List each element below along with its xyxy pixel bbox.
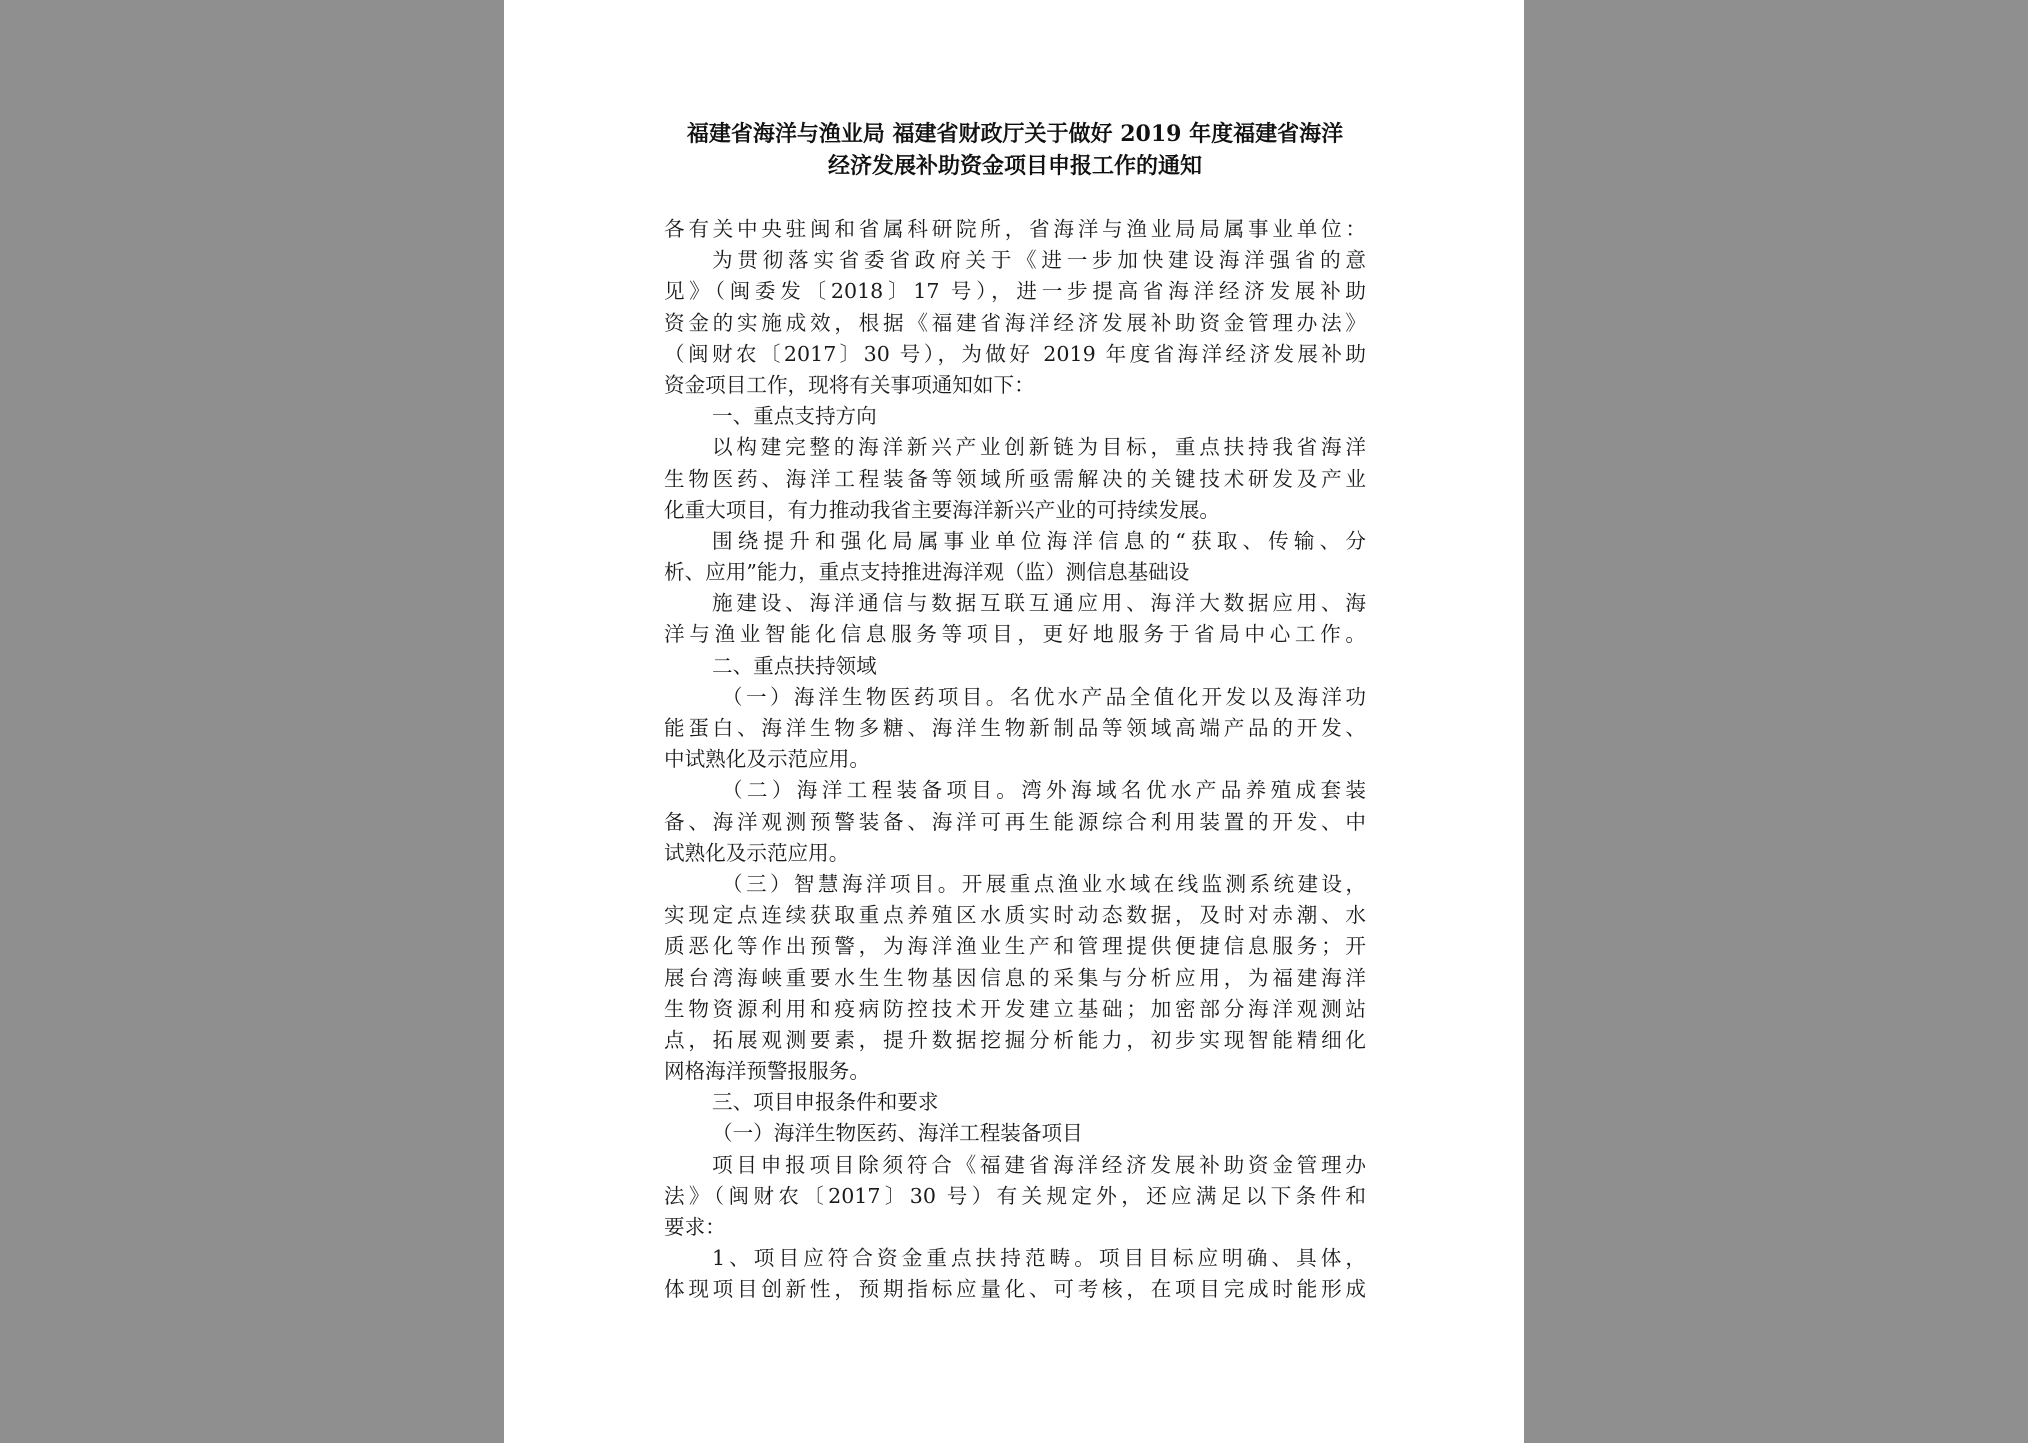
document-body (664, 214, 1366, 1306)
paragraph-line: 备、海洋观测预警装备、海洋可再生能源综合利用装置的开发、中 (664, 809, 1366, 834)
paragraph-line: 要求： (664, 1215, 726, 1239)
paragraph-line: 生物医药、海洋工程装备等领域所亟需解决的关键技术研发及产业 (664, 466, 1366, 491)
paragraph-line: 析、应用”能力，重点支持推进海洋观（监）测信息基础设 (664, 560, 1190, 585)
paragraph-line: 实现定点连续获取重点养殖区水质实时动态数据，及时对赤潮、水 (664, 903, 1366, 928)
paragraph-line: （一）海洋生物医药项目。名优水产品全值化开发以及海洋功 (722, 684, 1366, 709)
document-title (664, 118, 1366, 182)
paragraph-line: 以构建完整的海洋新兴产业创新链为目标，重点扶持我省海洋 (712, 435, 1366, 460)
paragraph-line: 体现项目创新性，预期指标应量化、可考核，在项目完成时能形成 (664, 1277, 1366, 1302)
section-heading: 一、重点支持方向 (712, 404, 877, 429)
paragraph-line: 质恶化等作出预警，为海洋渔业生产和管理提供便捷信息服务；开 (664, 934, 1366, 959)
paragraph-line: 为贯彻落实省委省政府关于《进一步加快建设海洋强省的意 (712, 248, 1366, 273)
paragraph-line: 资金的实施成效，根据《福建省海洋经济发展补助资金管理办法》 (664, 310, 1366, 335)
paragraph-line: 生物资源利用和疫病防控技术开发建立基础；加密部分海洋观测站 (664, 996, 1366, 1021)
title-line: 福建省海洋与渔业局 福建省财政厅关于做好 2019 年度福建省海洋 (686, 121, 1344, 147)
paragraph-line: 围绕提升和强化局属事业单位海洋信息的“获取、传输、分 (712, 528, 1366, 553)
paragraph-line: （三）智慧海洋项目。开展重点渔业水域在线监测系统建设， (722, 871, 1366, 896)
paragraph-line: 施建设、海洋通信与数据互联互通应用、海洋大数据应用、海 (712, 591, 1366, 616)
paragraph-line: 网格海洋预警报服务。 (664, 1059, 870, 1084)
paragraph-line: （闽财农〔2017〕30 号），为做好 2019 年度省海洋经济发展补助 (664, 341, 1366, 366)
salutation-line: 各有关中央驻闽和省属科研院所，省海洋与渔业局局属事业单位： (664, 217, 1366, 241)
section-heading: 二、重点扶持领域 (712, 653, 877, 678)
paragraph-line: 1、项目应符合资金重点扶持范畴。项目目标应明确、具体， (712, 1246, 1366, 1271)
paragraph-line: 点，拓展观测要素，提升数据挖掘分析能力，初步实现智能精细化 (664, 1027, 1366, 1052)
section-heading: 三、项目申报条件和要求 (712, 1090, 939, 1115)
paragraph-line: 见》（闽委发〔2018〕17 号），进一步提高省海洋经济发展补助 (664, 279, 1366, 304)
paragraph-line: 能蛋白、海洋生物多糖、海洋生物新制品等领域高端产品的开发、 (664, 716, 1366, 740)
title-line: 经济发展补助资金项目申报工作的通知 (827, 153, 1202, 179)
paragraph-line: 资金项目工作，现将有关事项通知如下： (664, 372, 1035, 397)
paragraph-line: 洋与渔业智能化信息服务等项目，更好地服务于省局中心工作。 (664, 622, 1366, 647)
paragraph-line: 试熟化及示范应用。 (664, 840, 850, 865)
paragraph-line: 化重大项目，有力推动我省主要海洋新兴产业的可持续发展。 (664, 497, 1221, 522)
document-page (504, 0, 1524, 1443)
paragraph-line: （二）海洋工程装备项目。湾外海域名优水产品养殖成套装 (722, 778, 1366, 803)
paragraph-line: 项目申报项目除须符合《福建省海洋经济发展补助资金管理办 (712, 1152, 1366, 1177)
paragraph-line: 中试熟化及示范应用。 (664, 747, 870, 772)
subsection-heading: （一）海洋生物医药、海洋工程装备项目 (712, 1121, 1083, 1146)
paragraph-line: 展台湾海峡重要水生生物基因信息的采集与分析应用，为福建海洋 (664, 965, 1366, 990)
paragraph-line: 法》（闽财农〔2017〕30 号）有关规定外，还应满足以下条件和 (664, 1183, 1366, 1208)
